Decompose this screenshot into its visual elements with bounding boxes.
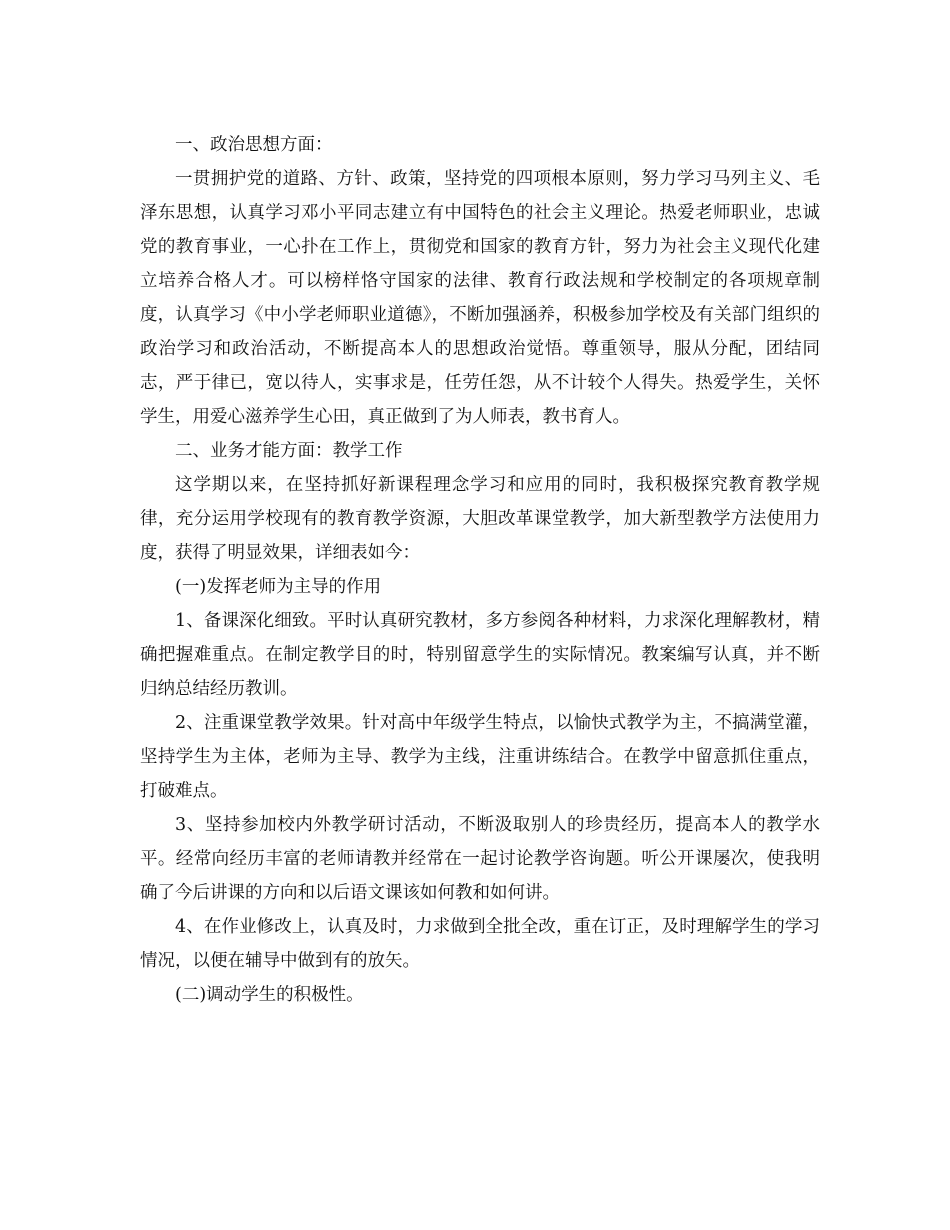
subheading-teacher-role: (一)发挥老师为主导的作用: [175, 577, 382, 597]
list-item-homework-correction: 4、在作业修改上，认真及时，力求做到全批全改，重在订正，及时理解学生的学习情况，以便在辅导中做到有的放矢。: [140, 917, 820, 971]
paragraph-teaching-intro: 这学期以来，在坚持抓好新课程理念学习和应用的同时，我积极探究教育教学规律，充分运用学校现有的教育教学资源，大胆改革课堂教学，加大新型教学方法使用力度，获得了明显效果，详细表如今：: [140, 475, 820, 563]
subheading-student-motivation: (二)调动学生的积极性。: [175, 985, 364, 1005]
list-item-lesson-prep: 1、备课深化细致。平时认真研究教材，多方参阅各种材料，力求深化理解教材，精确把握难重点。在制定教学目的时，特别留意学生的实际情况。教案编写认真，并不断归纳总结经历教训。: [140, 611, 820, 699]
document-page: [140, 128, 820, 1012]
section-heading-professional: 二、业务才能方面：教学工作: [175, 441, 403, 461]
section-heading-political: 一、政治思想方面：: [175, 135, 333, 155]
list-item-teaching-research: 3、坚持参加校内外教学研讨活动，不断汲取别人的珍贵经历，提高本人的教学水平。经常向经历丰富的老师请教并经常在一起讨论教学咨询题。听公开课屡次，使我明确了今后讲课的方向和以后语文课该如何教和如何讲。: [140, 815, 820, 903]
paragraph-political: 一贯拥护党的道路、方针、政策，坚持党的四项根本原则，努力学习马列主义、毛泽东思想，认真学习邓小平同志建立有中国特色的社会主义理论。热爱老师职业，忠诚党的教育事业，一心扑在工作上，贯彻党和国家的教育方针，努力为社会主义现代化建立培养合格人才。可以榜样恪守国家的法律、教育行政法规和学校制定的各项规章制度，认真学习《中小学老师职业道德》，不断加强涵养，积极参加学校及有关部门组织的政治学习和政治活动，不断提高本人的思想政治觉悟。尊重领导，服从分配，团结同志，严于律已，宽以待人，实事求是，任劳任怨，从不计较个人得失。热爱学生，关怀学生，用爱心滋养学生心田，真正做到了为人师表，教书育人。: [140, 169, 820, 427]
list-item-classroom-effect: 2、注重课堂教学效果。针对高中年级学生特点，以愉快式教学为主，不搞满堂灌，坚持学生为主体，老师为主导、教学为主线，注重讲练结合。在教学中留意抓住重点，打破难点。: [140, 713, 820, 801]
